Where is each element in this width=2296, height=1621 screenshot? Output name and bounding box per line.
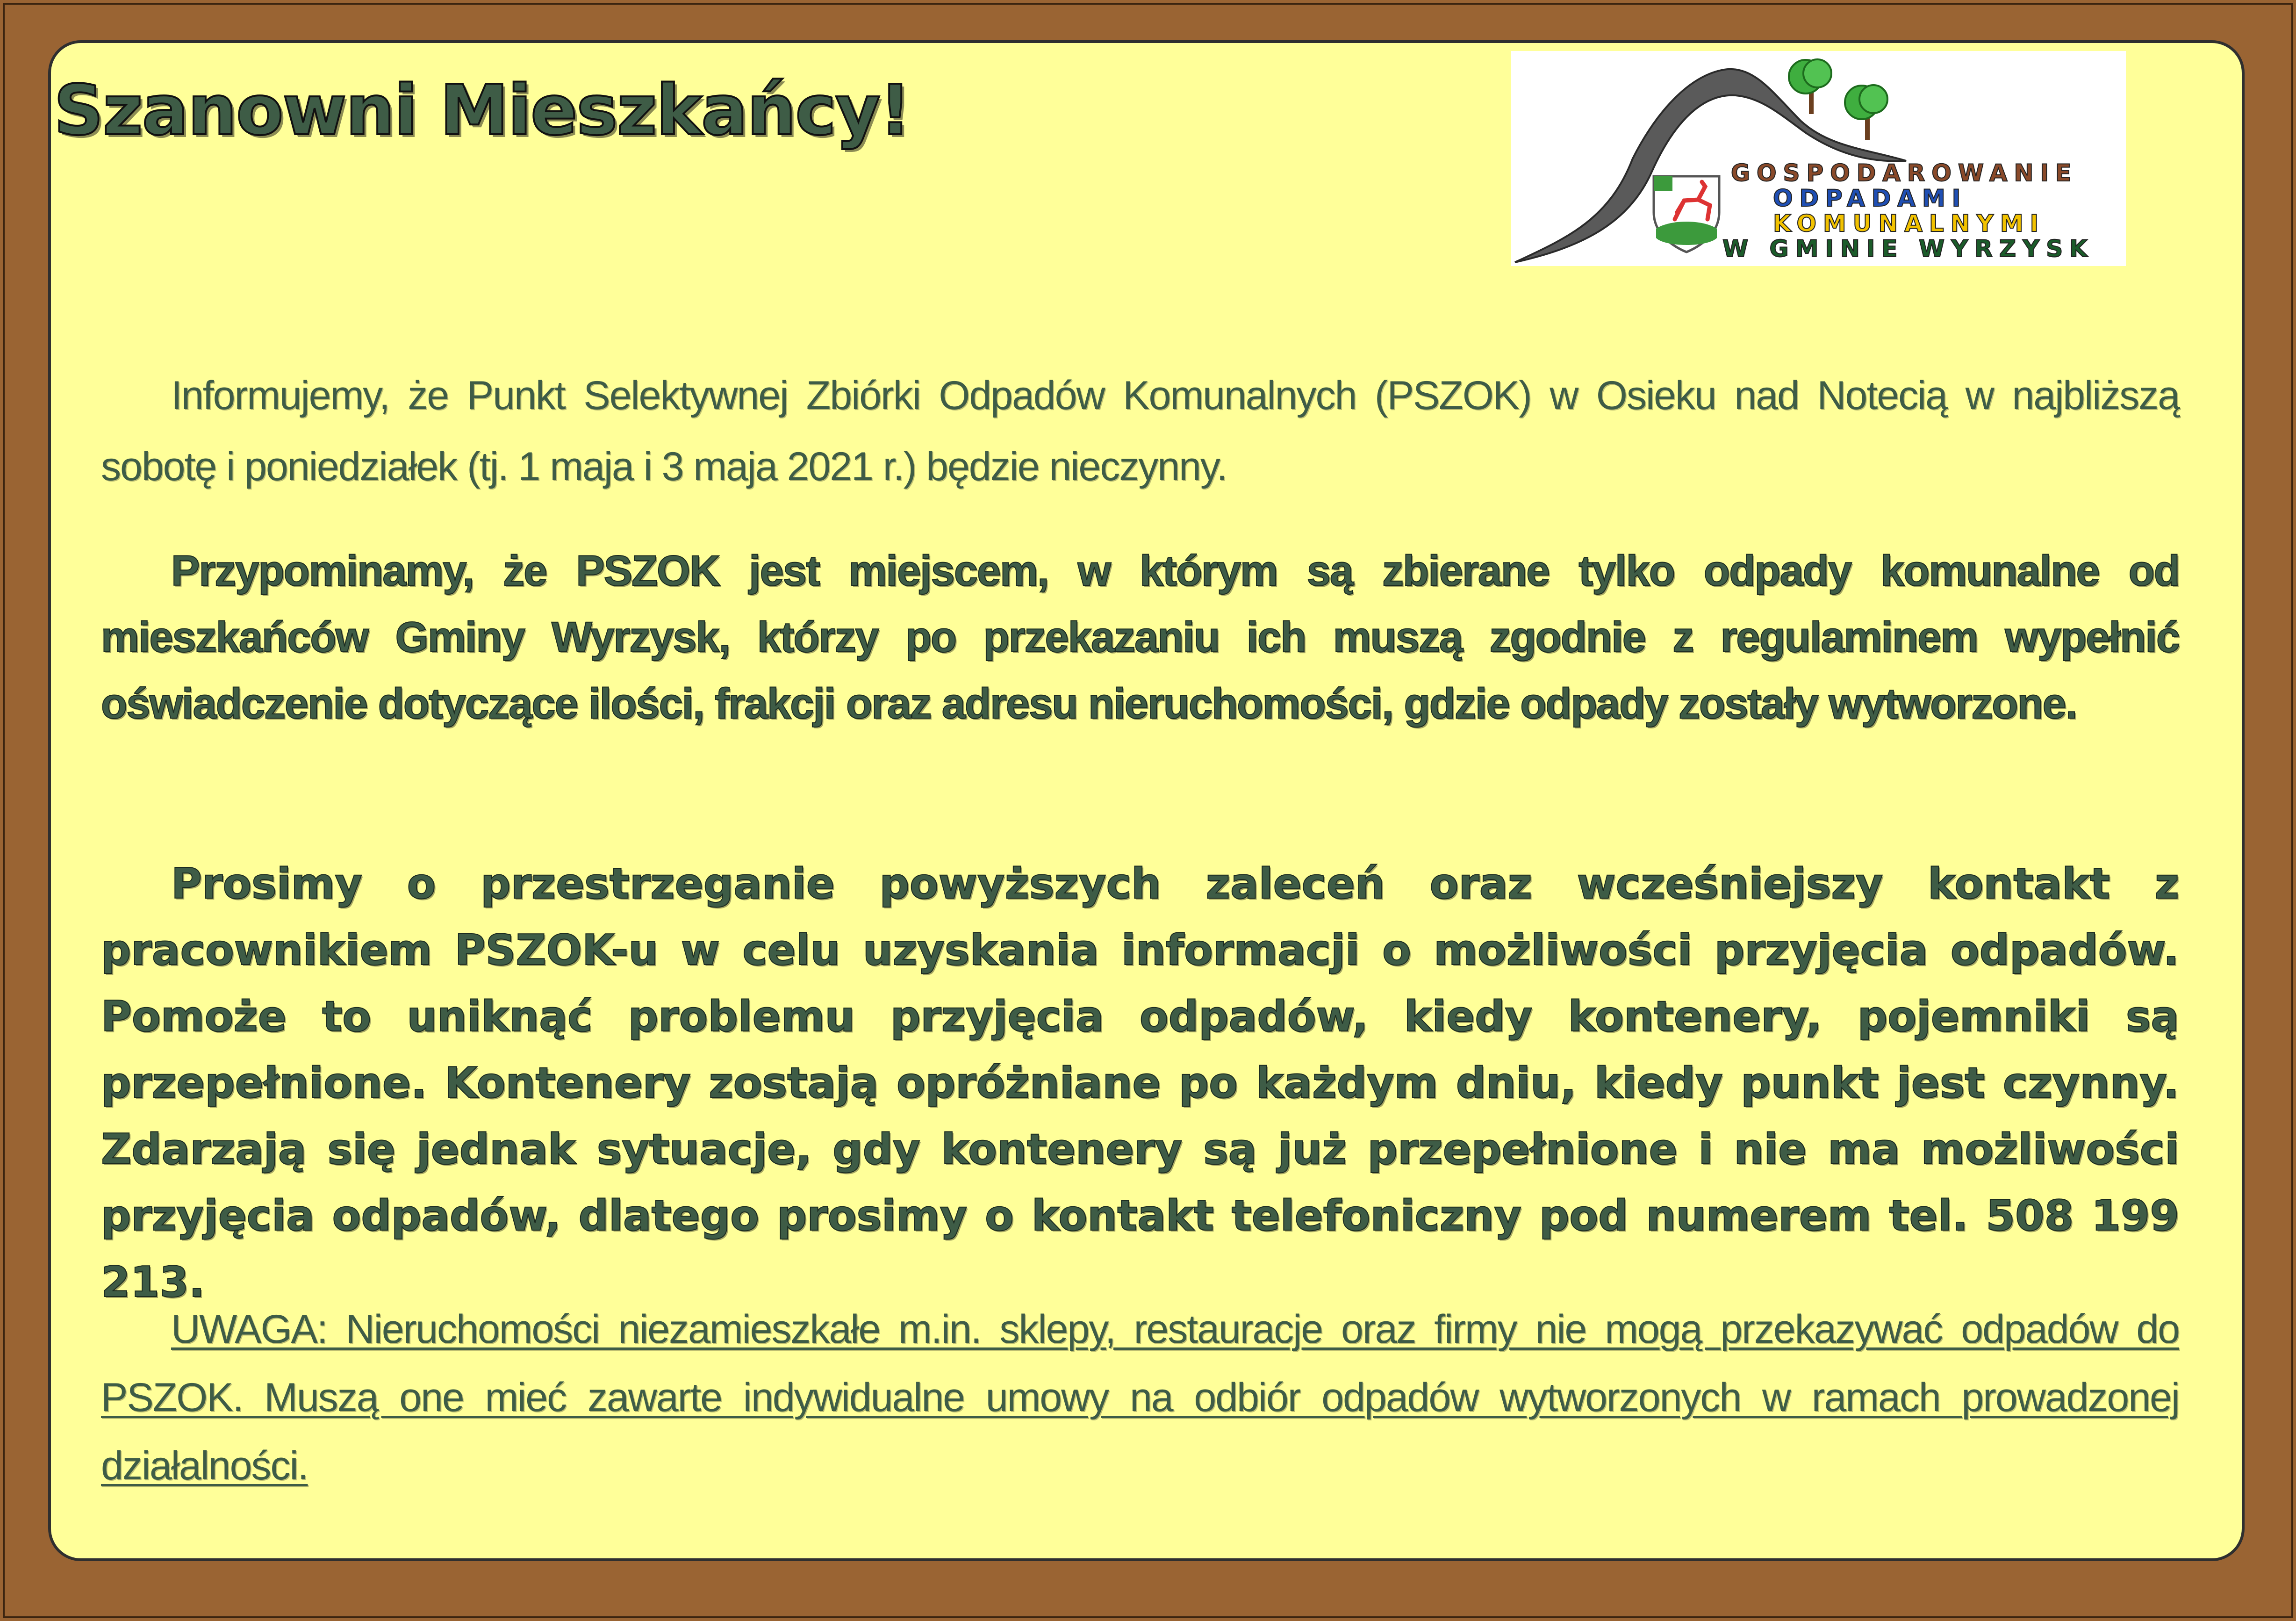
- logo-line-1: GOSPODAROWANIE: [1731, 159, 2078, 187]
- logo: [1511, 51, 2126, 266]
- coat-of-arms-deer-icon: [1654, 176, 1719, 252]
- paragraph-contact-request: Prosimy o przestrzeganie powyższych zaleceń oraz wcześniejszy kontakt z pracownikiem PSZOK-u w celu uzyskania informacji o możliwości przyjęcia odpadów. Pomoże to uniknąć problemu przyjęcia odpadów, kiedy kontenery, pojemniki są przepełnione. Kontenery zostają opróżniane po każdym dniu, kiedy punkt jest czynny. Zdarzają się jednak sytuacje, gdy kontenery są już przepełnione i nie ma możliwości przyjęcia odpadów, dlatego prosimy o kontakt telefoniczny pod numerem tel. 508 199 213.: [101, 859, 2179, 1307]
- logo-line-2: ODPADAMI: [1773, 185, 1967, 212]
- page-title: Szanowni Mieszkańcy!: [54, 70, 910, 151]
- paragraph-warning: UWAGA: Nieruchomości niezamieszkałe m.in. sklepy, restauracje oraz firmy nie mogą przekazywać odpadów do PSZOK. Muszą one mieć zawarte indywidualne umowy na odbiór odpadów wytworzonych w ramach prowadzonej działalności.: [101, 1307, 2179, 1488]
- paragraph-closure-info: Informujemy, że Punkt Selektywnej Zbiórki Odpadów Komunalnych (PSZOK) w Osieku nad Notecią w najbliższą sobotę i poniedziałek (tj. 1 maja i 3 maja 2021 r.) będzie nieczynny.: [101, 373, 2179, 489]
- paragraph-reminder: Przypominamy, że PSZOK jest miejscem, w którym są zbierane tylko odpady komunalne od mieszkańców Gminy Wyrzysk, którzy po przekazaniu ich muszą zgodnie z regulaminem wypełnić oświadczenie dotyczące ilości, frakcji oraz adresu nieruchomości, gdzie odpady zostały wytworzone.: [101, 547, 2179, 728]
- logo-line-3: KOMUNALNYMI: [1773, 210, 2045, 237]
- logo-line-4: W GMINIE WYRZYSK: [1722, 235, 2095, 262]
